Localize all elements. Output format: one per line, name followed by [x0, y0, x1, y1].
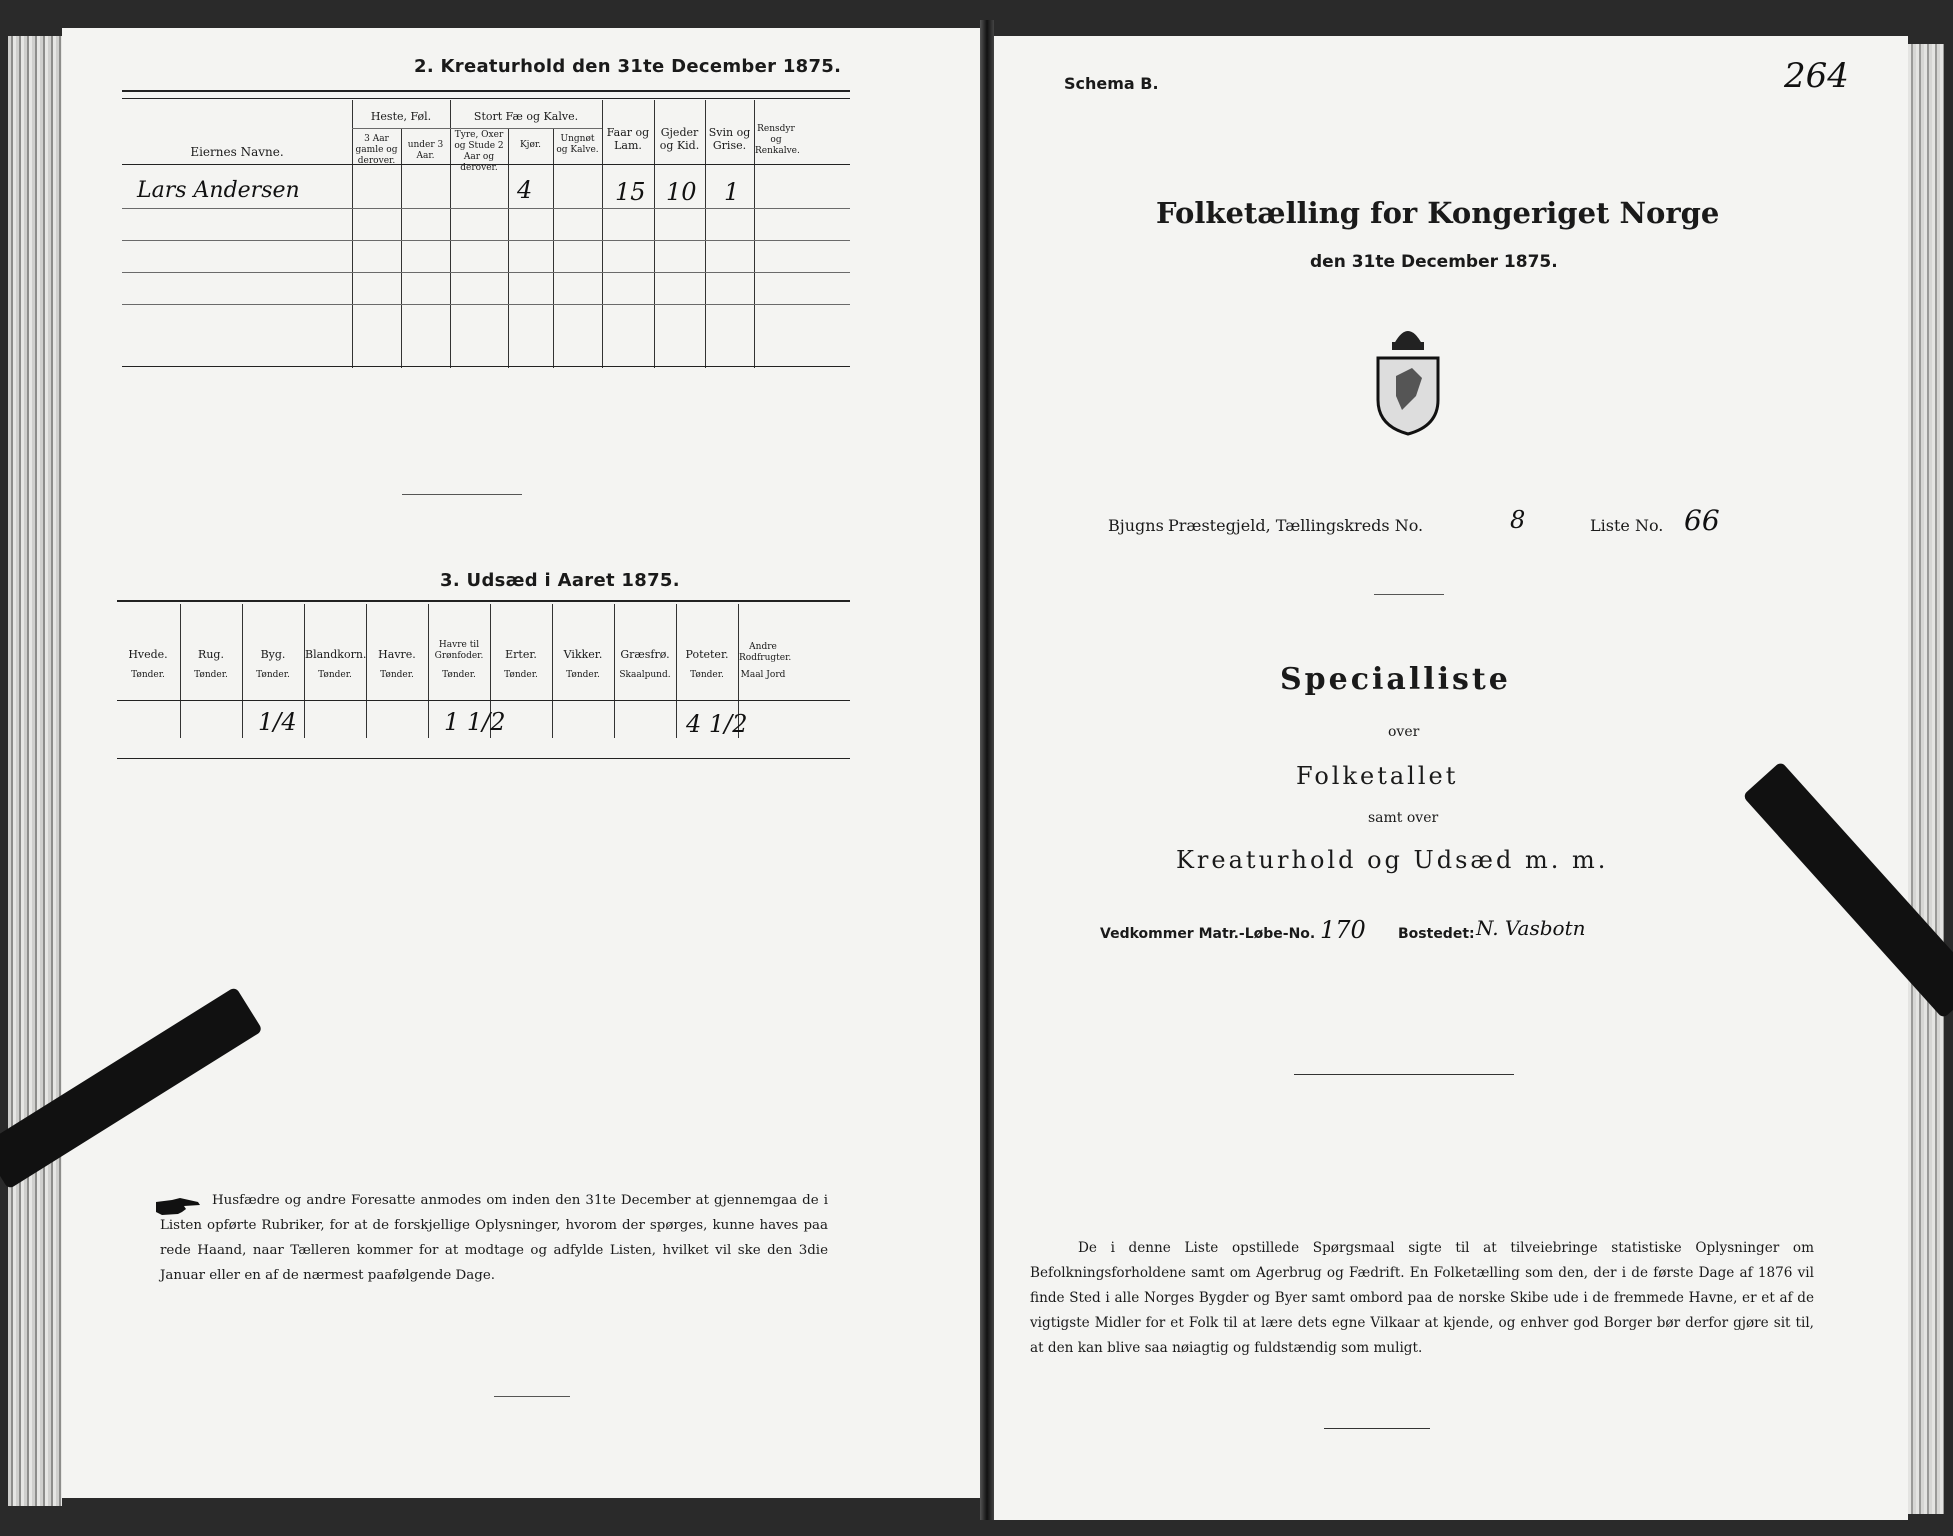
- header-cows: Kjør.: [519, 140, 542, 150]
- row-sep: [122, 272, 850, 273]
- divider: [1294, 1074, 1514, 1075]
- divider: [494, 1396, 570, 1397]
- header-young-cattle: Ungnøt og Kalve.: [556, 134, 599, 155]
- sow-unit-5: Tønder.: [380, 670, 414, 680]
- instructions-note: Husfædre og andre Foresatte anmodes om inden den 31te December at gjennemgaa de i Listen opførte Rubriker, for at de forskjellige Oplysninger, hvorom der spørges, kunne haves paa rede Haand, naar Tælleren kommer for at modtage og adfylde Listen, hvilket vil ske den 3die Januar eller en af de nærmest paafølgende Dage.: [160, 1193, 828, 1283]
- heading-specialliste: Specialliste: [1280, 662, 1511, 697]
- rule: [117, 600, 850, 602]
- sow-unit-8: Tønder.: [566, 670, 600, 680]
- sow-col-10: Poteter.: [685, 648, 729, 661]
- sow-unit-2: Tønder.: [194, 670, 228, 680]
- cows-value: 4: [517, 176, 533, 204]
- header-owner: Eiernes Navne.: [190, 145, 284, 159]
- header-horse-old: 3 Aar gamle og derover.: [355, 134, 398, 166]
- book-gutter: [980, 20, 994, 1520]
- sow-unit-10: Tønder.: [690, 670, 724, 680]
- header-rule: [117, 700, 850, 701]
- header-pigs: Svin og Grise.: [708, 126, 751, 152]
- row-sep: [122, 304, 850, 305]
- sow-col-6: Havre til Grønfoder.: [434, 640, 484, 661]
- main-title: Folketælling for Kongeriget Norge: [1156, 196, 1720, 230]
- matr-label: Vedkommer Matr.-Løbe-No.: [1100, 926, 1316, 942]
- section3-title: 3. Udsæd i Aaret 1875.: [440, 570, 680, 591]
- sow-col-11: Andre Rodfrugter.: [739, 642, 792, 663]
- left-page: [62, 28, 987, 1498]
- table-bottom: [122, 366, 850, 367]
- over-1: over: [1388, 724, 1420, 740]
- header-reindeer: Rensdyr og Renkalve.: [755, 124, 800, 156]
- sow-col-7: Erter.: [505, 648, 537, 661]
- header-horse-young: under 3 Aar.: [407, 140, 444, 161]
- sow-unit-6: Tønder.: [442, 670, 476, 680]
- sow-unit-1: Tønder.: [131, 670, 165, 680]
- sow-col-5: Havre.: [378, 648, 416, 661]
- sow-unit-9: Skaalpund.: [619, 670, 671, 680]
- sow-unit-4: Tønder.: [318, 670, 352, 680]
- goats-value: 10: [666, 178, 697, 206]
- book-edge-right: [1908, 44, 1944, 1514]
- rule: [122, 90, 850, 92]
- row-sep: [122, 208, 850, 209]
- sow-col-1: Hvede.: [128, 648, 168, 661]
- sow-col-8: Vikker.: [563, 648, 603, 661]
- book-edge-left: [8, 36, 62, 1506]
- pigs-value: 1: [724, 178, 740, 206]
- parish: Bjugns: [1108, 516, 1164, 535]
- list-label: Liste No.: [1590, 516, 1664, 535]
- row-sep: [352, 128, 602, 129]
- sow-col-3: Byg.: [260, 648, 286, 661]
- havre-value: 1 1/2: [444, 708, 506, 736]
- list-no: 66: [1684, 504, 1720, 537]
- sow-col-9: Græsfrø.: [620, 648, 670, 661]
- main-subtitle: den 31te December 1875.: [1310, 252, 1558, 272]
- row-sep: [122, 240, 850, 241]
- rule: [122, 98, 850, 99]
- poteter-value: 4 1/2: [686, 710, 748, 738]
- bosted-label: Bostedet:: [1398, 926, 1475, 942]
- samt-over: samt over: [1368, 810, 1439, 826]
- footer-text: De i denne Liste opstillede Spørgsmaal sigte til at tilveiebringe statistiske Oplysninger om Befolkningsforholdene samt om Agerbrug og Fædrift. En Folketælling som den, der i de første Dage af 1876 vil finde Sted i alle Norges Bygder og Byer samt ombord paa de norske Skibe ude i de fremmede Havne, er et af de vigtigste Midler for et Folk til at lære dets egne Vilkaar at kjende, og enhver god Borger bør derfor gjøre sit til, at den kan blive saa nøiagtig og fuldstændig som muligt.: [1030, 1240, 1814, 1356]
- sow-col-2: Rug.: [198, 648, 224, 661]
- header-horses: Heste, Føl.: [370, 110, 432, 123]
- byg-value: 1/4: [258, 708, 297, 736]
- kreaturhold-heading: Kreaturhold og Udsæd m. m.: [1176, 846, 1609, 874]
- divider: [1324, 1428, 1430, 1429]
- parish-suffix: Præstegjeld, Tællingskreds No.: [1168, 516, 1424, 535]
- folketallet: Folketallet: [1296, 762, 1459, 790]
- header-goats: Gjeder og Kid.: [659, 126, 700, 152]
- header-cattle: Stort Fæ og Kalve.: [473, 110, 579, 123]
- bosted-value: N. Vasbotn: [1476, 916, 1586, 940]
- sow-unit-11: Maal Jord: [740, 670, 786, 680]
- sheep-value: 15: [615, 178, 646, 206]
- divider: [402, 494, 522, 495]
- sow-col-4: Blandkorn.: [305, 648, 367, 661]
- divider: [1374, 594, 1444, 595]
- sow-unit-3: Tønder.: [256, 670, 290, 680]
- header-bulls: Tyre, Oxer og Stude 2 Aar og derover.: [454, 130, 504, 173]
- coat-of-arms-icon: [1372, 318, 1444, 436]
- header-sheep: Faar og Lam.: [606, 126, 650, 152]
- owner-name: Lars Andersen: [137, 178, 300, 203]
- table-bottom: [117, 758, 850, 759]
- page-number: 264: [1784, 56, 1849, 96]
- district-no: 8: [1510, 506, 1526, 534]
- matr-no: 170: [1320, 916, 1366, 944]
- section2-title: 2. Kreaturhold den 31te December 1875.: [414, 56, 842, 77]
- sow-unit-7: Tønder.: [504, 670, 538, 680]
- schema-label: Schema B.: [1064, 74, 1159, 93]
